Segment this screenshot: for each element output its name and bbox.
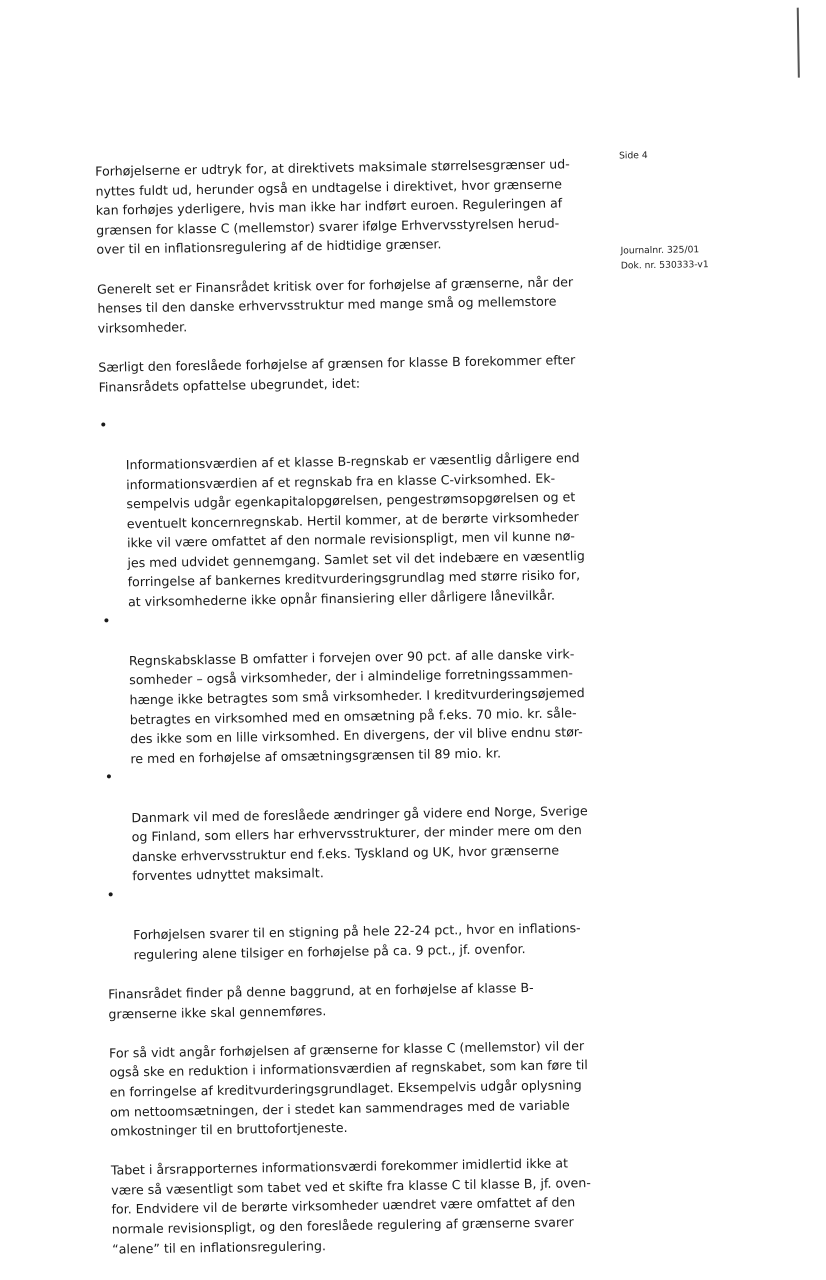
list-item: [102, 605, 594, 769]
bullet-list: [99, 409, 598, 965]
bullet-icon: •: [106, 887, 115, 904]
paragraph-1: Forhøjelserne er udtryk for, at direktivets maksimale størrelsesgrænser ud- nyttes fuldt ud, herunder også en undtagelse i direktivet, hvor grænserne kan forhøjes yderligere, hvis man ikke har indført euroen. Reguleringen af grænsen for klasse C (mellemstor) svarer ifølge Erhvervsstyrelsen herud- over til en inflationsregulering af de hidtidige grænser.: [95, 156, 570, 258]
scan-edge-line: [797, 8, 800, 78]
list-item: [106, 879, 597, 965]
list-item: [105, 761, 597, 886]
list-item-text: Forhøjelsen svarer til en stigning på hele 22-24 pct., hvor en inflations- regulering alene tilsiger en forhøjelse på ca. 9 pct., jf. ovenfor.: [133, 920, 581, 962]
page-number: Side 4: [618, 150, 648, 162]
journal-number: Journalnr. 325/01: [620, 244, 700, 257]
list-item: [99, 409, 592, 613]
paragraph-5: For så vidt angår forhøjelsen af grænserne for klasse C (mellemstor) vil der også ske en reduktion i informationsværdien af regnskabet, som kan føre til en forringelse af kreditvurderingsgrundlaget. Eksempelvis udgår oplysning om nettoomsætningen, der i stedet kan sammendrages med de variable omkostninger til en bruttofortjeneste.: [108, 1037, 588, 1139]
bullet-icon: •: [104, 769, 114, 787]
paragraph-3: Særligt den foreslåede forhøjelse af grænsen for klasse B forekommer efter Finansrådets opfattelse ubegrundet, idet:: [98, 352, 576, 395]
paragraph-4: Finansrådet finder på denne baggrund, at en forhøjelse af klasse B- grænserne ikke skal gennemføres.: [108, 979, 534, 1022]
paragraph-2: Generelt set er Finansrådet kritisk over for forhøjelse af grænserne, når der henses til den danske erhvervsstruktur med mange små og mellemstore virksomheder.: [96, 273, 574, 336]
bullet-icon: •: [99, 417, 108, 434]
bullet-icon: •: [102, 613, 111, 630]
document-reference: [620, 242, 708, 273]
list-item-text: Regnskabsklasse B omfatter i forvejen over 90 pct. af alle danske virk- somheder – også virksomheder, der i almindelige forretningssammen- hænge ikke betragtes som små virksomheder. I kreditvurderingsøjemed betragtes en virksomhed med en omsætning på f.eks. 70 mio. kr. såle- des ikke som en lille virksomhed. En divergens, der vil blive endnu stør- re med en forhøjelse af omsætningsgrænsen til 89 mio. kr.: [128, 646, 585, 767]
paragraph-6: Tabet i årsrapporternes informationsværdi forekommer imidlertid ikke at være så væsentligt som tabet ved et skifte fra klasse C til klasse B, jf. oven- for. Endvidere vil de berørte virksomheder uændret være omfattet af den normale revisionspligt, og den foreslåede regulering af grænserne svarer “alene” til en inflationsregulering.: [110, 1155, 591, 1257]
list-item-text: Danmark vil med de foreslåede ændringer gå videre end Norge, Sverige og Finland, som ellers har erhvervsstrukturer, der minder mere om den danske erhvervsstruktur end f.eks. Tyskland og UK, hvor grænserne forventes udnyttet maksimalt.: [131, 802, 588, 884]
document-number: Dok. nr. 530333-v1: [620, 259, 709, 272]
document-body: [95, 154, 602, 1278]
list-item-text: Informationsværdien af et klasse B-regnskab er væsentlig dårligere end informationsværdien af et regnskab fra en klasse C-virksomhed. Ek- sempelvis udgår egenkapitalopgørelsen, pengestrømsopgørelsen og et eventuelt koncernregnskab. Hertil kommer, at de berørte virksomheder ikke vil være omfattet af den normale revisionspligt, men vil kunne nø- jes med udvidet gennemgang. Samlet set vil det indebære en væsentlig forringelse af bankernes kreditvurderingsgrundlag med større risiko for, at virksomhederne ikke opnår finansiering eller dårligere lånevilkår.: [125, 450, 585, 610]
